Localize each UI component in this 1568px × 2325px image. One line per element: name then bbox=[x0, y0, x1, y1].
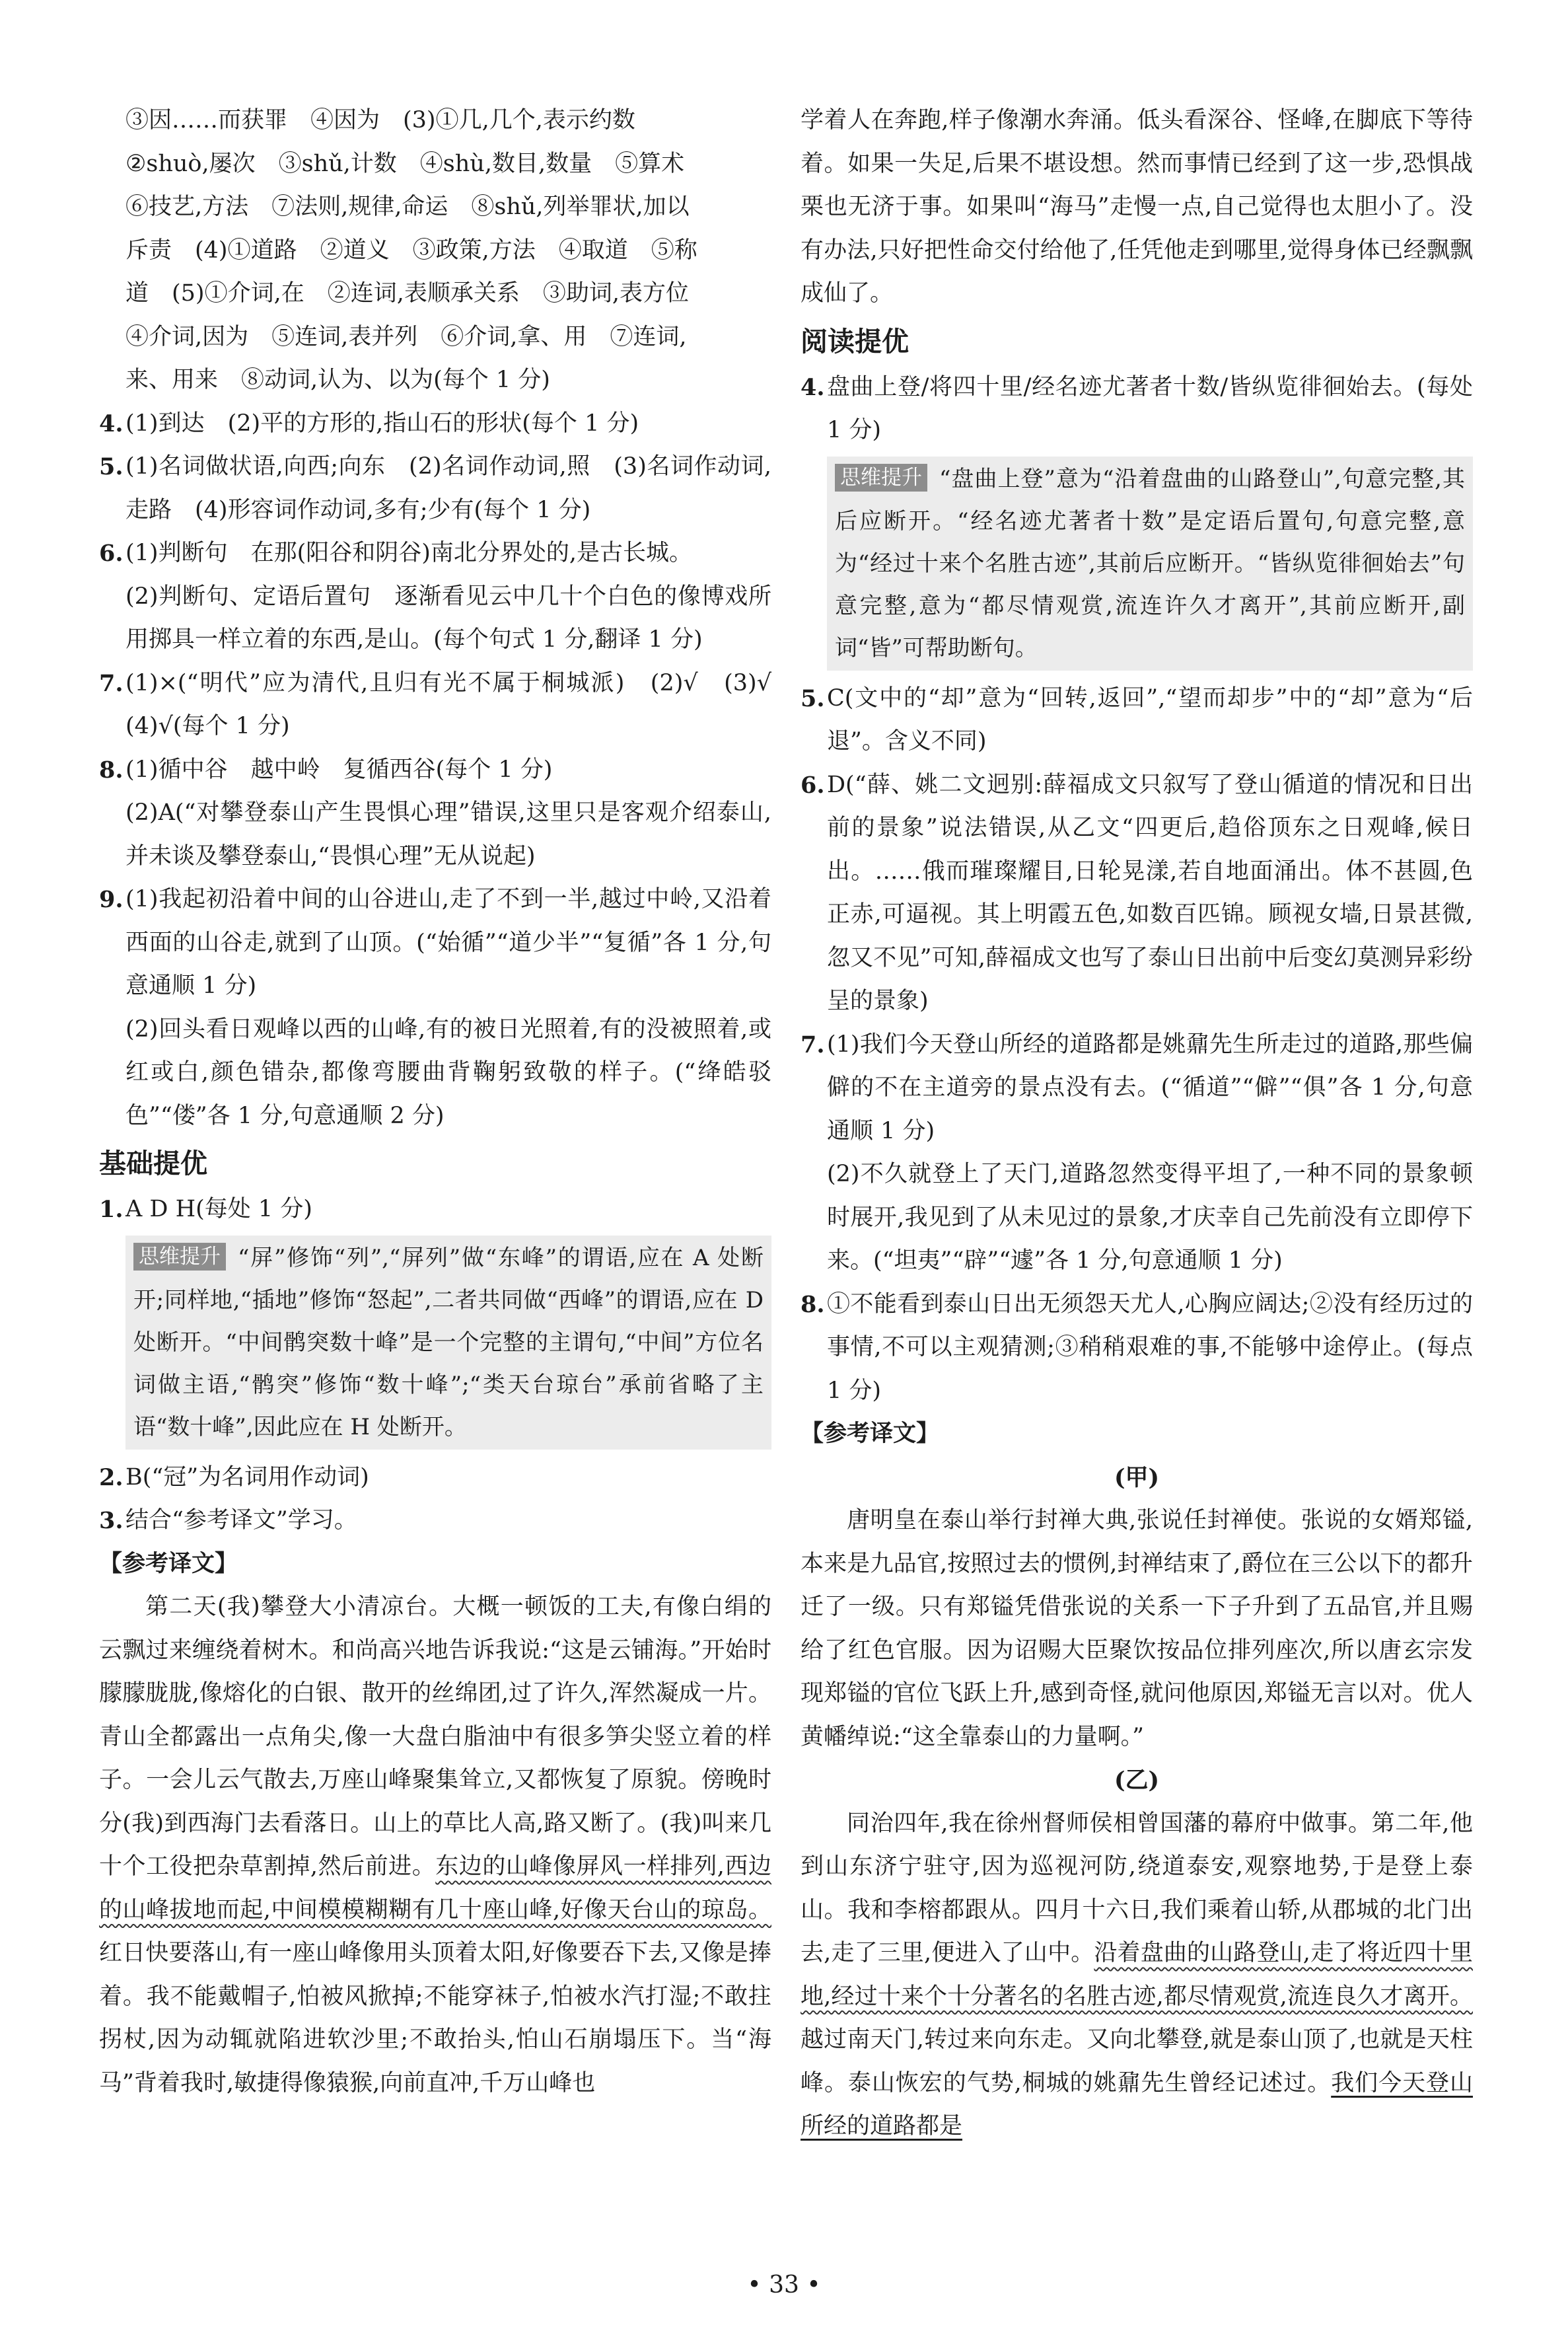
reading-item-4 bbox=[801, 366, 1473, 453]
answer-item-9 bbox=[99, 878, 771, 1138]
thinking-text: “盘曲上登”意为“沿着盘曲的山路登山”,句意完整,其后应断开。“经名迹尤著者十数”是定语后置句,句意完整,意为“经过十来个名胜古迹”,其前后应断开。“皆纵览徘徊始去”句意完整,意为“都尽情观赏,流连许久才离开”,其前应断开,副词“皆”可帮助断句。 bbox=[835, 465, 1465, 661]
answer-line: ②shuò,屡次 ③shǔ,计数 ④shù,数目,数量 ⑤算术 bbox=[125, 150, 685, 177]
answer-text: (1)我们今天登山所经的道路都是姚鼐先生所走过的道路,那些偏僻的不在主道旁的景点没有去。(“循道”“僻”“俱”各 1 分,句意通顺 1 分) bbox=[827, 1031, 1473, 1144]
item-number: 4. bbox=[99, 410, 124, 437]
answer-line: 来、用来 ⑧动词,认为、以为(每个 1 分) bbox=[125, 367, 550, 393]
basic-item-2 bbox=[99, 1456, 771, 1500]
reading-item-8 bbox=[801, 1283, 1473, 1413]
translation-wavy-text: 东边的山峰像屏风一样排列,西边的山峰拔地而起,中间模模糊糊有几十座山峰,好像天台山的琼岛。 bbox=[99, 1853, 771, 1923]
answer-text: (1)我起初沿着中间的山谷进山,走了不到一半,越过中岭,又沿着西面的山谷走,就到了山顶。(“始循”“道少半”“复循”各 1 分,句意通顺 1 分) bbox=[125, 886, 771, 999]
section-title-reading: 阅读提优 bbox=[801, 325, 909, 357]
text-yi-translation bbox=[801, 1802, 1473, 2149]
basic-item-3 bbox=[99, 1499, 771, 1543]
thinking-tag: 思维提升 bbox=[835, 464, 927, 492]
item-number: 2. bbox=[99, 1463, 124, 1491]
text-jia-translation: 唐明皇在泰山举行封禅大典,张说任封禅使。张说的女婿郑镒,本来是九品官,按照过去的惯例,封禅结束了,爵位在三公以下的都升迁了一级。只有郑镒凭借张说的关系一下子升到了五品官,并且赐给了红色官服。因为诏赐大臣聚饮按品位排列座次,所以唐玄宗发现郑镒的官位飞跃上升,感到奇怪,就问他原因,郑镒无言以对。优人黄幡绰说:“这全靠泰山的力量啊。” bbox=[801, 1507, 1473, 1750]
item-number: 7. bbox=[99, 669, 124, 697]
answer-line: 道 (5)①介词,在 ②连词,表顺承关系 ③助词,表方位 bbox=[125, 280, 689, 307]
thinking-box bbox=[125, 1236, 771, 1450]
answer-text: 结合“参考译文”学习。 bbox=[125, 1507, 357, 1533]
answer-item-6 bbox=[99, 532, 771, 662]
answer-item-8 bbox=[99, 749, 771, 879]
answer-text: (2)回头看日观峰以西的山峰,有的被日光照着,有的没被照着,或红或白,颜色错杂,都像弯腰曲背鞠躬致敬的样子。(“绛皓驳色”“偻”各 1 分,句意通顺 2 分) bbox=[125, 1015, 771, 1129]
item-number: 3. bbox=[99, 1507, 124, 1534]
answer-item-4 bbox=[99, 402, 771, 446]
answer-text: D(“薛、姚二文迥别:薛福成文只叙写了登山循道的情况和日出前的景象”说法错误,从乙文“四更后,趋俗顶东之日观峰,候日出。……俄而璀璨耀目,日轮晃漾,若自地面涌出。体不甚圆,色正赤,可逼视。其上明霞五色,如数百匹锦。顾视女墙,日景甚微,忽又不见”可知,薛福成文也写了泰山日出前中后变幻莫测异彩纷呈的景象) bbox=[827, 771, 1473, 1014]
item-number: 7. bbox=[801, 1031, 825, 1058]
answer-text: B(“冠”为名词用作动词) bbox=[125, 1463, 369, 1491]
answer-text: (1)名词做状语,向西;向东 (2)名词作动词,照 (3)名词作动词,走路 (4)形容词作动词,多有;少有(每个 1 分) bbox=[125, 453, 771, 523]
reading-item-5 bbox=[801, 677, 1473, 764]
text-yi-title: (乙) bbox=[1114, 1767, 1160, 1794]
thinking-text: “屏”修饰“列”,“屏列”做“东峰”的谓语,应在 A 处断开;同样地,“插地”修饰“怒起”,二者共同做“西峰”的谓语,应在 D 处断开。“中间鹘突数十峰”是一个完整的主谓句,“中间”方位名词做主语,“鹘突”修饰“数十峰”;“类天台琼台”承前省略了主语“数十峰”,因此应在 H 处断开。 bbox=[133, 1244, 764, 1440]
translation-wavy-text: 沿着盘曲的山路登山,走了将近四十里地,经过十来个十分著名的名胜古迹,都尽情观赏,流连良久才离开。 bbox=[801, 1940, 1473, 2010]
reading-item-6 bbox=[801, 764, 1473, 1023]
reference-translation-title: 【参考译文】 bbox=[99, 1550, 238, 1577]
left-column bbox=[99, 99, 795, 2105]
answer-text: (1)到达 (2)平的方形的,指山石的形状(每个 1 分) bbox=[125, 410, 639, 437]
answer-text: (1)循中谷 越中岭 复循西谷(每个 1 分) bbox=[125, 756, 553, 783]
answer-text: ①不能看到泰山日出无须怨天尤人,心胸应阔达;②没有经历过的事情,不可以主观猜测;③稍稍艰难的事,不能够中途停止。(每点 1 分) bbox=[827, 1290, 1473, 1404]
answer-text: C(文中的“却”意为“回转,返回”,“望而却步”中的“却”意为“后退”。含义不同) bbox=[827, 684, 1473, 755]
answer-3-continued bbox=[99, 99, 771, 402]
translation-text: 第二天(我)攀登大小清凉台。大概一顿饭的工夫,有像白绢的云飘过来缠绕着树木。和尚高兴地告诉我说:“这是云铺海。”开始时朦朦胧胧,像熔化的白银、散开的丝绵团,过了许久,浑然凝成一片。青山全都露出一点角尖,像一大盘白脂油中有很多笋尖竖立着的样子。一会儿云气散去,万座山峰聚集耸立,又都恢复了原貌。傍晚时分(我)到西海门去看落日。山上的草比人高,路又断了。(我)叫来几十个工役把杂草割掉,然后前进。 bbox=[99, 1594, 771, 1880]
translation-underlined-text: 我们今天登山所经的道路都是 bbox=[801, 2069, 1473, 2139]
answer-item-7 bbox=[99, 662, 795, 749]
translation-text: 红日快要落山,有一座山峰像用头顶着太阳,好像要吞下去,又像是捧着。我不能戴帽子,怕被风掀掉;不能穿袜子,怕被水汽打湿;不敢拄拐杖,因为动辄就陷进软沙里;不敢抬头,怕山石崩塌压下。当“海马”背着我时,敏捷得像猿猴,向前直冲,千万山峰也 bbox=[99, 1940, 771, 2096]
answer-line: ⑥技艺,方法 ⑦法则,规律,命运 ⑧shǔ,列举罪状,加以 bbox=[125, 194, 690, 220]
answer-text: (1)判断句 在那(阳谷和阴谷)南北分界处的,是古长城。 bbox=[125, 540, 693, 566]
item-number: 4. bbox=[801, 373, 825, 401]
item-number: 9. bbox=[99, 886, 124, 913]
item-number: 1. bbox=[99, 1196, 124, 1223]
page-number: • 33 • bbox=[747, 2271, 821, 2299]
answer-text: 盘曲上登/将四十里/经名迹尤著者十数/皆纵览徘徊始去。(每处 1 分) bbox=[827, 373, 1473, 443]
thinking-tag: 思维提升 bbox=[133, 1243, 226, 1271]
text-jia-title: (甲) bbox=[1114, 1463, 1160, 1491]
answer-text: (2)判断句、定语后置句 逐渐看见云中几十个白色的像博戏所用掷具一样立着的东西,是山。(每个句式 1 分,翻译 1 分) bbox=[125, 583, 771, 653]
item-number: 6. bbox=[801, 771, 825, 799]
answer-line: ④介词,因为 ⑤连词,表并列 ⑥介词,拿、用 ⑦连词, bbox=[125, 323, 687, 350]
answer-text: (2)不久就登上了天门,道路忽然变得平坦了,一种不同的景象顿时展开,我见到了从未见过的景象,才庆幸自己先前没有立即停下来。(“坦夷”“辟”“遽”各 1 分,句意通顺 1 分) bbox=[827, 1161, 1473, 1274]
reading-item-7 bbox=[801, 1023, 1473, 1283]
answer-text: (2)A(“对攀登泰山产生畏惧心理”错误,这里只是客观介绍泰山,并未谈及攀登泰山,“畏惧心理”无从说起) bbox=[125, 799, 771, 869]
item-number: 6. bbox=[99, 540, 124, 567]
answer-text: A D H(每处 1 分) bbox=[125, 1196, 312, 1222]
thinking-box bbox=[827, 457, 1473, 671]
section-title-basic: 基础提优 bbox=[99, 1148, 207, 1179]
answer-line: ③因……而获罪 ④因为 (3)①几,几个,表示约数 bbox=[125, 107, 635, 133]
translation-continued: 学着人在奔跑,样子像潮水奔涌。低头看深谷、怪峰,在脚底下等待着。如果一失足,后果不堪设想。然而事情已经到了这一步,恐惧战栗也无济于事。如果叫“海马”走慢一点,自己觉得也太胆小了。没有办法,只好把性命交付给他了,任凭他走到哪里,觉得身体已经飘飘成仙了。 bbox=[801, 107, 1473, 307]
reference-translation-title: 【参考译文】 bbox=[801, 1421, 940, 1447]
translation-paragraph bbox=[99, 1586, 771, 2105]
basic-item-1 bbox=[99, 1188, 771, 1232]
answer-line: 斥责 (4)①道路 ②道义 ③政策,方法 ④取道 ⑤称 bbox=[125, 237, 697, 264]
answer-text: (1)×(“明代”应为清代,且归有光不属于桐城派) (2)√ (3)√ (4)√(每个 1 分) bbox=[125, 669, 795, 739]
answer-item-5 bbox=[99, 445, 771, 532]
item-number: 5. bbox=[801, 684, 825, 712]
item-number: 8. bbox=[99, 756, 124, 784]
translation-text: 同治四年,我在徐州督师侯相曾国藩的幕府中做事。第二年,他到山东济宁驻守,因为巡视河防,绕道泰安,观察地势,于是登上泰山。我和李榕都跟从。四月十六日,我们乘着山轿,从郡城的北门出去,走了三里,便进入了山中。 bbox=[801, 1810, 1473, 1966]
item-number: 8. bbox=[801, 1290, 825, 1318]
translation-text: 越过南天门,转过来向东走。又向北攀登,就是泰山顶了,也就是天柱峰。泰山恢宏的气势,桐城的姚鼐先生曾经记述过。 bbox=[801, 2026, 1473, 2096]
right-column bbox=[801, 99, 1473, 2149]
item-number: 5. bbox=[99, 453, 124, 480]
